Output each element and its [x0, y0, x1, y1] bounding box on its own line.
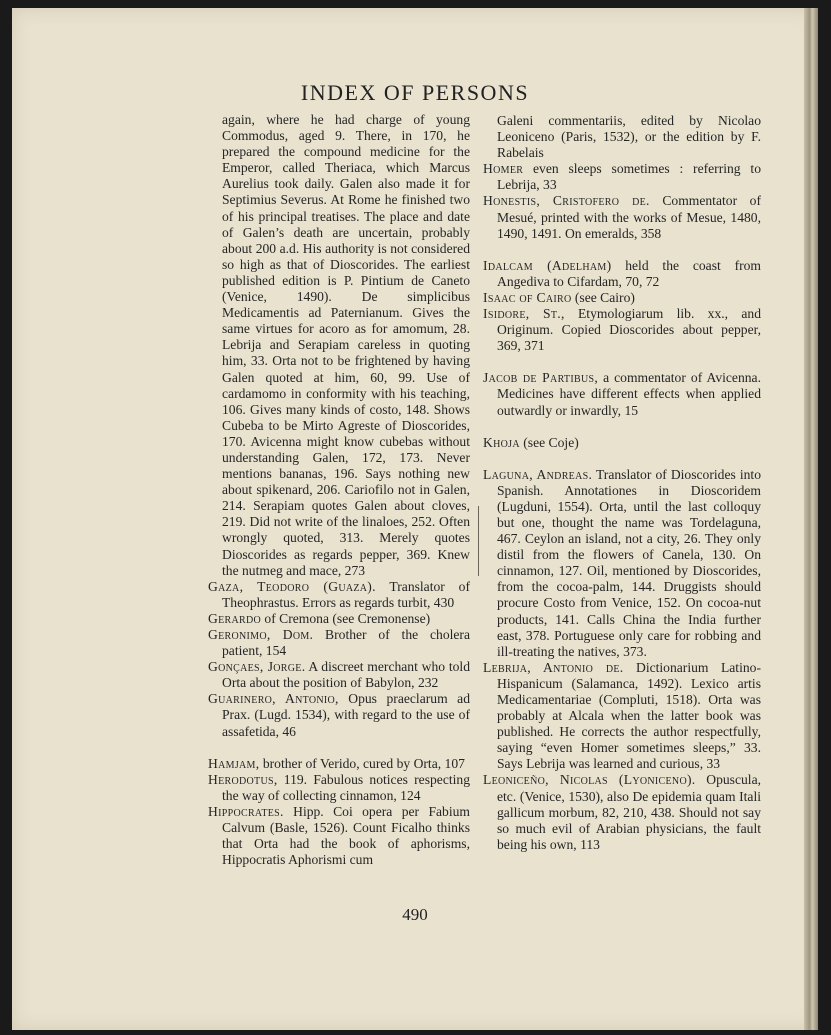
entry-text: A discreet merchant who told Orta about the position of Babylon, 232 [222, 659, 470, 691]
left-column [208, 112, 470, 868]
index-entry [483, 435, 761, 451]
entry-heading: Guarinero, Antonio, [208, 691, 339, 707]
entry-heading: Isidore, St., [483, 306, 565, 322]
entry-text: brother of Verido, cured by Orta, 107 [259, 755, 465, 771]
book-page [12, 8, 818, 1030]
entry-text: Etymologiarum lib. xx., and Originum. Copied Dioscorides about pepper, 369, 371 [497, 306, 761, 354]
index-entry-continuation [483, 113, 761, 161]
entry-text: Translator of Dioscorides into Spanish. Annotationes in Dioscoridem (Lugduni, 1554). Orta, until the last colloquy but one, thought the name was Tordelaguna, 467. Ceylon an island, not a city, 26. They only distil from the flowers of Canela, 130. On cinnamon, 127. Oil, mentioned by Dioscorides, from the cocoa-palm, 144. Druggists should procure Costo from Venice, 152. On cocoa-nut products, 141. Calls China the India further east, 378. Portuguese only care for robbing and ill-treating the natives, 373. [497, 466, 761, 659]
entry-heading: Gerardo [208, 610, 262, 626]
index-entry [483, 660, 761, 773]
entry-text: Galeni commentariis, edited by Nicolao Leoniceno (Paris, 1532), or the edition by F. Rabelais [497, 113, 761, 161]
entry-text: Opuscula, etc. (Venice, 1530), also De epidemia quam Itali gallicum morbum, 82, 210, 438. Should not say so much evil of Arabian physicians, the fault being his own, 113 [497, 772, 762, 852]
entry-text: held the coast from Angediva to Cifardam, 70, 72 [497, 257, 761, 289]
entry-text: 119. Fabulous notices respecting the way of collecting cinnamon, 124 [222, 771, 470, 803]
entry-text: Dictionarium Latino-Hispanicum (Salamanca, 1492). Lexico artis Medicamentariae (Compluti, 1518). Orta was probably at Alcala when the latter book was published. He corrects the author respectfully, saying “even Homer sometimes sleeps,” 33. Says Lebrija was learned and curious, 33 [497, 659, 761, 772]
index-entry [208, 691, 470, 739]
entry-heading: Jacob de Partibus, [483, 370, 599, 386]
entry-text: Brother of the cholera patient, 154 [222, 627, 470, 659]
index-entry-continuation [208, 112, 470, 579]
index-entry [208, 756, 470, 772]
entry-text: (see Coje) [519, 434, 579, 450]
entry-heading: Hippocrates. [208, 803, 284, 819]
index-entry [483, 772, 761, 852]
page-number: 490 [402, 905, 428, 924]
entry-heading: Hamjam, [208, 755, 260, 771]
entry-gap [208, 740, 470, 756]
entry-text: even sleeps sometimes : referring to Lebrija, 33 [497, 161, 761, 193]
entry-text: again, where he had charge of young Commodus, aged 9. There, in 170, he prepared the compound medicine for the Emperor, called Theriaca, which Marcus Aurelius took daily. Galen also made it for Septimius Severus. At Rome he finished two of his principal treatises. The place and date of Galen’s death are uncertain, probably about 200 a.d. His authority is not considered so high as that of Dioscorides. The earliest published edition is P. Pintium de Caneto (Venice, 1490). De simplicibus Medicamentis ad Paternianum. Gives the same virtues for acoro as for amomum, 28. Lebrija and Serapiam careless in quoting him, 33. Orta not to be frightened by having Galen quoted at him, 60, 99. Use of cardamomo in conformity with his teaching, 106. Gives many kinds of costo, 148. Shows Cubeba to be Mirto Agreste of Dioscorides, 170. Avicenna might know cubebas without understanding Galen, 172, 173. Never mentions bananas, 196. Says nothing new about spikenard, 206. Cariofilo not in Galen, 214. Serapiam quotes Galen about cloves, 219. Did not write of the linaloes, 252. Often wrongly quoted, 313. Merely quotes Dioscorides as regards pepper, 369. Knew the nutmeg and mace, 273 [222, 112, 470, 578]
index-entry [483, 258, 761, 290]
index-entry [208, 659, 470, 691]
index-entry [208, 772, 470, 804]
entry-heading: Lebrija, Antonio de. [483, 659, 624, 675]
entry-heading: Honestis, Cristofero de. [483, 193, 650, 209]
index-entry [208, 804, 470, 868]
entry-heading: Herodotus, [208, 771, 278, 787]
entry-gap [483, 451, 761, 467]
page-title: INDEX OF PERSONS [300, 80, 530, 105]
column-divider [478, 506, 479, 576]
entry-heading: Gaza, Teodoro (Guaza). [208, 578, 376, 594]
right-column [483, 113, 761, 853]
entry-heading: Homer [483, 161, 524, 177]
entry-heading: Gonçaes, Jorge. [208, 659, 306, 675]
entry-gap [483, 354, 761, 370]
index-entry [483, 467, 761, 660]
entry-text: a commentator of Avicenna. Medicines have different effects when applied outwardly or inwardly, 15 [497, 370, 761, 418]
index-entry [483, 193, 761, 241]
entry-text: (see Cairo) [571, 289, 635, 305]
index-entry [483, 161, 761, 193]
entry-text: Translator of Theophrastus. Errors as regards turbit, 430 [222, 578, 470, 610]
entry-heading: Idalcam (Adelham) [483, 257, 612, 273]
entry-gap [483, 419, 761, 435]
entry-text: Commentator of Mesué, printed with the works of Mesue, 1480, 1490, 1491. On emeralds, 358 [497, 193, 761, 241]
page-binding-edge [804, 8, 818, 1030]
entry-heading: Isaac of Cairo [483, 289, 572, 305]
index-entry [208, 579, 470, 611]
entry-text: of Cremona (see Cremonense) [261, 610, 431, 626]
index-entry [483, 370, 761, 418]
entry-heading: Geronimo, Dom. [208, 627, 314, 642]
index-entry [483, 306, 761, 354]
index-entry [483, 290, 761, 306]
entry-text: Opus praeclarum ad Prax. (Lugd. 1534), with regard to the use of assafetida, 46 [222, 691, 471, 739]
entry-heading: Laguna, Andreas. [483, 466, 593, 482]
entry-heading: Leoniceño, Nicolas (Lyoniceno). [483, 772, 696, 788]
entry-text: Hipp. Coi opera per Fabium Calvum (Basle, 1526). Count Ficalho thinks that Orta had the book of aphorisms, Hippocratis Aphorismi cum [222, 803, 470, 868]
index-entry [208, 627, 470, 659]
entry-heading: Khoja [483, 434, 520, 450]
index-entry [208, 611, 470, 627]
entry-gap [483, 242, 761, 258]
